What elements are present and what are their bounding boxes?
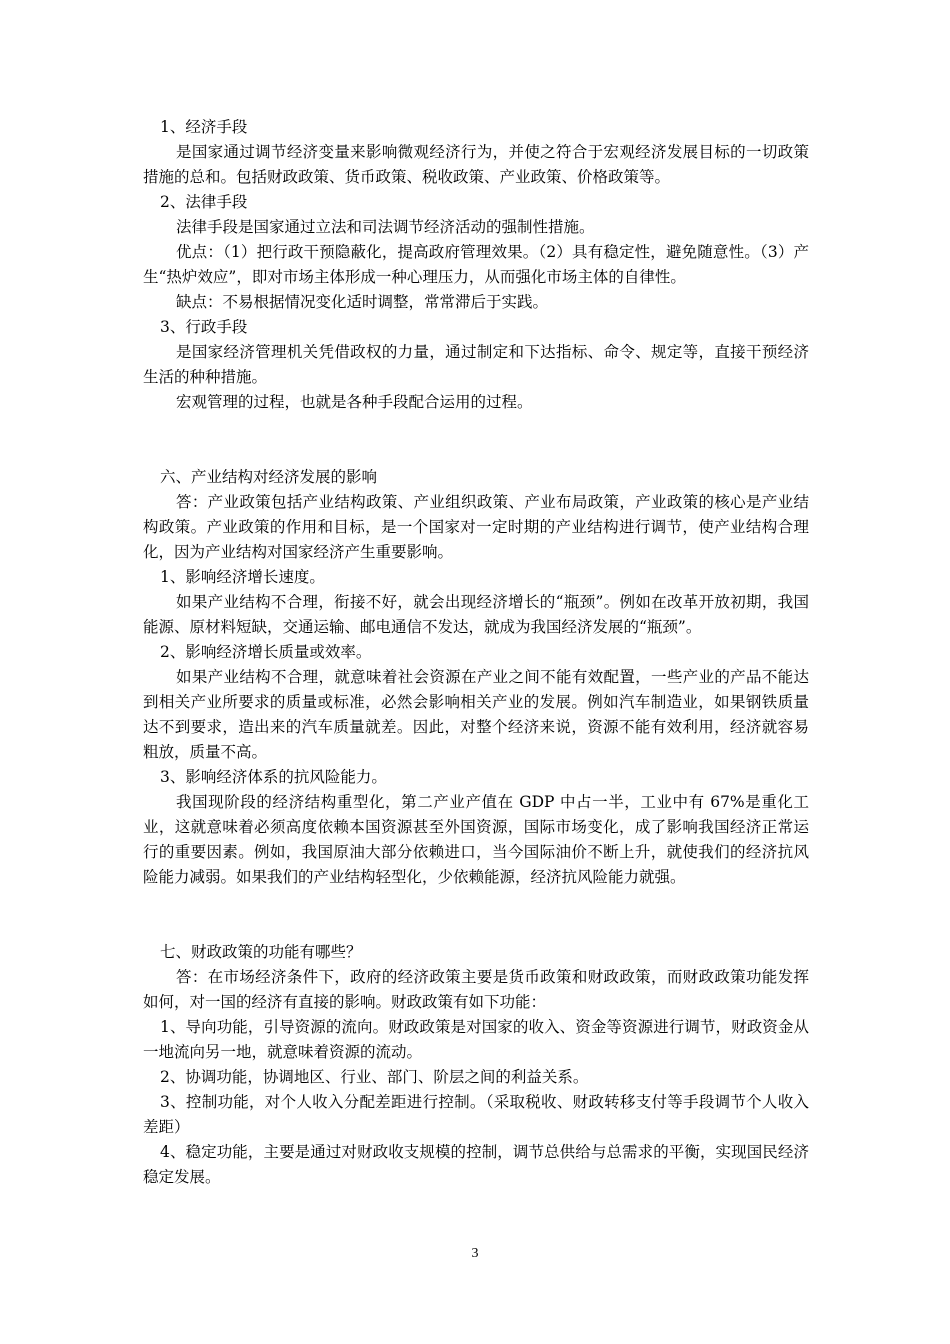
page-number: 3 [471,1246,479,1261]
paragraph: 宏观管理的过程，也就是各种手段配合运用的过程。 [176,393,533,411]
list-item: 3、控制功能，对个人收入分配差距进行控制。（采取税收、财政转移支付等手段调节个人收入差距） [143,1093,809,1136]
heading-economic-means: 1、经济手段 [160,118,248,136]
spacer [143,890,809,940]
paragraph: 我国现阶段的经济结构重型化，第二产业产值在 GDP 中占一半，工业中有 67%是重化工业，这就意味着必须高度依赖本国资源甚至外国资源，国际市场变化，成了影响我国经济正常运行的重要因素。例如，我国原油大部分依赖进口，当今国际油价不断上升，就使我们的经济抗风险能力减弱。如果我们的产业结构轻型化，少依赖能源，经济抗风险能力就强。 [143,793,809,886]
list-heading: 3、影响经济体系的抗风险能力。 [160,768,387,786]
paragraph-advantages: 优点：（1）把行政干预隐蔽化，提高政府管理效果。（2）具有稳定性，避免随意性。（3）产生“热炉效应”，即对市场主体形成一种心理压力，从而强化市场主体的自律性。 [143,243,809,286]
heading-administrative-means: 3、行政手段 [160,318,248,336]
document-body [143,115,809,1190]
paragraph: 法律手段是国家通过立法和司法调节经济活动的强制性措施。 [176,218,595,236]
paragraph-answer: 答：产业政策包括产业结构政策、产业组织政策、产业布局政策，产业政策的核心是产业结构政策。产业政策的作用和目标，是一个国家对一定时期的产业结构进行调节，使产业结构合理化，因为产业结构对国家经济产生重要影响。 [143,493,809,561]
list-item: 4、稳定功能，主要是通过对财政收支规模的控制，调节总供给与总需求的平衡，实现国民经济稳定发展。 [143,1143,809,1186]
paragraph: 如果产业结构不合理，衔接不好，就会出现经济增长的“瓶颈”。例如在改革开放初期，我国能源、原材料短缺，交通运输、邮电通信不发达，就成为我国经济发展的“瓶颈”。 [143,593,809,636]
list-item: 1、导向功能，引导资源的流向。财政政策是对国家的收入、资金等资源进行调节，财政资金从一地流向另一地，就意味着资源的流动。 [143,1018,809,1061]
paragraph: 是国家通过调节经济变量来影响微观经济行为，并使之符合于宏观经济发展目标的一切政策措施的总和。包括财政政策、货币政策、税收政策、产业政策、价格政策等。 [143,143,809,186]
heading-legal-means: 2、法律手段 [160,193,248,211]
paragraph: 如果产业结构不合理，就意味着社会资源在产业之间不能有效配置，一些产业的产品不能达到相关产业所要求的质量或标准，必然会影响相关产业的发展。例如汽车制造业，如果钢铁质量达不到要求，造出来的汽车质量就差。因此，对整个经济来说，资源不能有效利用，经济就容易粗放，质量不高。 [143,668,809,761]
list-heading: 2、影响经济增长质量或效率。 [160,643,372,661]
paragraph-disadvantages: 缺点：不易根据情况变化适时调整，常常滞后于实践。 [176,293,549,311]
section-title-industry-structure: 六、产业结构对经济发展的影响 [160,468,378,486]
paragraph: 是国家经济管理机关凭借政权的力量，通过制定和下达指标、命令、规定等，直接干预经济生活的种种措施。 [143,343,809,386]
spacer [143,415,809,465]
list-item: 2、协调功能，协调地区、行业、部门、阶层之间的利益关系。 [160,1068,589,1086]
section-title-fiscal-policy: 七、财政政策的功能有哪些？ [160,943,362,961]
paragraph-answer: 答：在市场经济条件下，政府的经济政策主要是货币政策和财政政策，而财政政策功能发挥如何，对一国的经济有直接的影响。财政政策有如下功能： [143,968,809,1011]
list-heading: 1、影响经济增长速度。 [160,568,325,586]
